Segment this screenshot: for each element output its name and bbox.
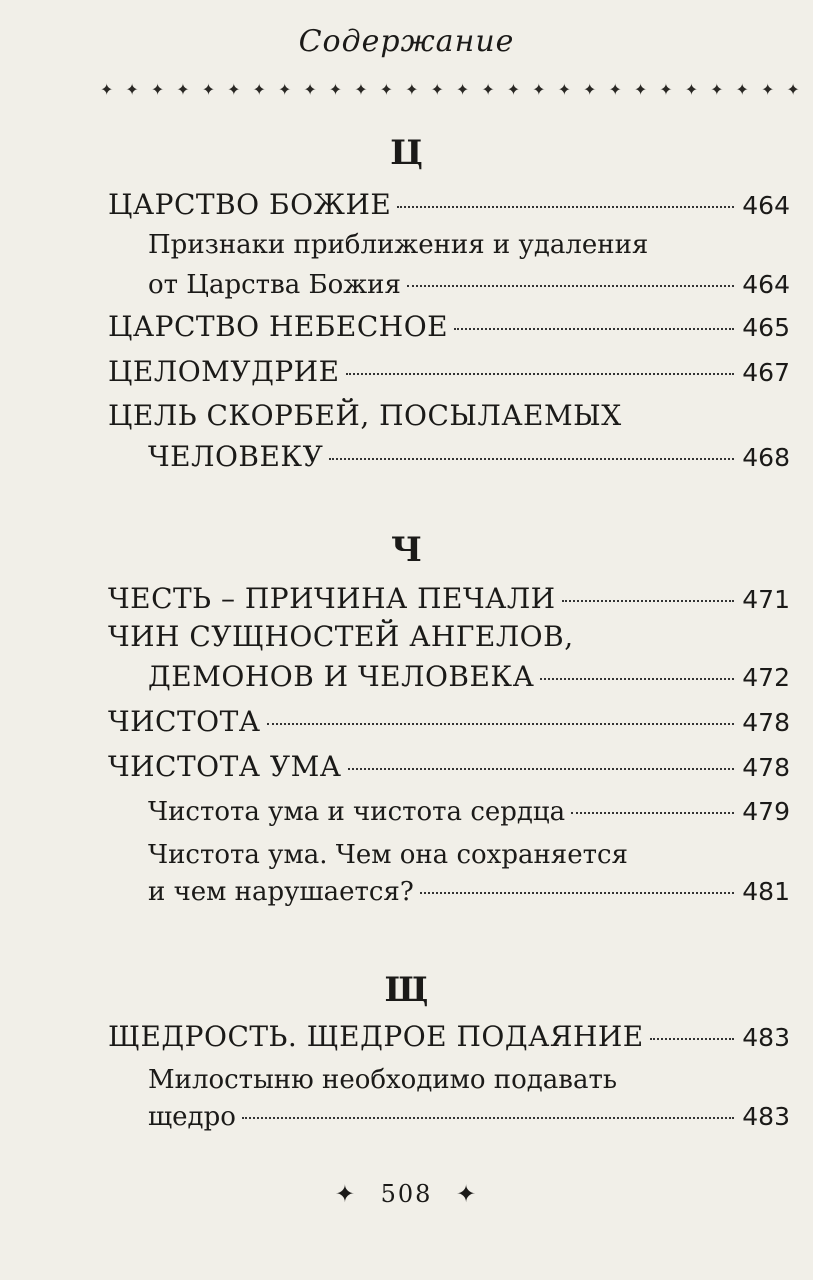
ornament-divider xyxy=(100,80,800,99)
toc-subentry[interactable] xyxy=(148,875,790,909)
section-letter-ts: Ц xyxy=(390,133,423,173)
leader-dots xyxy=(562,600,735,602)
leader-dots xyxy=(650,1038,735,1040)
leader-dots xyxy=(348,768,735,770)
leader-dots xyxy=(571,812,734,814)
toc-subentry-title-line1[interactable]: Чистота ума. Чем она сохраняется xyxy=(148,840,628,870)
toc-entry-page: 481 xyxy=(742,877,790,906)
ornament-icon: ✦ xyxy=(277,80,292,99)
toc-entry-page: 471 xyxy=(742,585,790,614)
toc-entry-title-line2: ДЕМОНОВ И ЧЕЛОВЕКА xyxy=(148,660,535,693)
toc-entry-page: 472 xyxy=(742,663,790,692)
ornament-icon: ✦ xyxy=(100,80,114,99)
toc-subentry-title-line1[interactable]: Милостыню необходимо подавать xyxy=(148,1065,617,1095)
toc-subentry-title-line2: щедро xyxy=(148,1102,236,1132)
toc-entry[interactable] xyxy=(108,705,790,740)
ornament-icon: ✦ xyxy=(710,80,724,99)
leader-dots xyxy=(540,678,734,680)
toc-entry-title: ЦАРСТВО НЕБЕСНОЕ xyxy=(108,310,449,343)
ornament-icon: ✦ xyxy=(328,80,343,99)
leader-dots xyxy=(267,723,735,725)
toc-entry-page: 468 xyxy=(742,443,790,472)
ornament-icon: ✦ xyxy=(506,80,521,99)
toc-entry-page: 483 xyxy=(742,1023,790,1052)
ornament-icon: ✦ xyxy=(303,80,317,99)
ornament-icon: ✦ xyxy=(456,1180,479,1208)
toc-subentry[interactable] xyxy=(148,795,790,829)
toc-entry-page: 478 xyxy=(742,753,790,782)
ornament-icon: ✦ xyxy=(405,80,419,99)
toc-entry-page: 479 xyxy=(742,797,790,826)
toc-entry-title-line1[interactable]: ЦЕЛЬ СКОРБЕЙ, ПОСЫЛАЕМЫХ xyxy=(108,399,622,432)
ornament-icon: ✦ xyxy=(125,80,139,99)
section-letter-shch: Щ xyxy=(384,970,429,1010)
ornament-icon: ✦ xyxy=(379,80,394,99)
leader-dots xyxy=(242,1117,734,1119)
leader-dots xyxy=(397,206,734,208)
ornament-icon: ✦ xyxy=(557,80,571,99)
ornament-icon: ✦ xyxy=(760,80,775,99)
ornament-icon: ✦ xyxy=(201,80,216,99)
toc-entry-title-line1[interactable]: ЧИН СУЩНОСТЕЙ АНГЕЛОВ, xyxy=(108,620,574,653)
toc-entry[interactable] xyxy=(108,750,790,785)
leader-dots xyxy=(454,328,734,330)
ornament-icon: ✦ xyxy=(786,80,800,99)
toc-subentry-title-line2: и чем нарушается? xyxy=(148,877,414,907)
toc-entry-page: 465 xyxy=(742,313,790,342)
toc-entry[interactable] xyxy=(108,582,790,617)
ornament-icon: ✦ xyxy=(608,80,622,99)
toc-entry-title-line2: ЧЕЛОВЕКУ xyxy=(148,440,324,473)
ornament-icon: ✦ xyxy=(684,80,699,99)
ornament-icon: ✦ xyxy=(481,80,495,99)
leader-dots xyxy=(420,892,735,894)
ornament-icon: ✦ xyxy=(252,80,266,99)
ornament-icon: ✦ xyxy=(354,80,368,99)
toc-entry[interactable] xyxy=(108,355,790,390)
running-header: Содержание xyxy=(298,24,515,59)
ornament-icon: ✦ xyxy=(430,80,444,99)
toc-entry-title: ЧИСТОТА xyxy=(108,705,261,738)
toc-entry-title: ЦАРСТВО БОЖИЕ xyxy=(108,188,392,221)
toc-entry-page: 464 xyxy=(742,191,790,220)
toc-entry-page: 478 xyxy=(742,708,790,737)
toc-entry-page: 483 xyxy=(742,1102,790,1131)
toc-entry[interactable] xyxy=(108,188,790,223)
toc-entry[interactable] xyxy=(108,1020,790,1055)
section-letter-ch: Ч xyxy=(390,530,423,570)
leader-dots xyxy=(329,458,734,460)
ornament-icon: ✦ xyxy=(735,80,749,99)
ornament-icon: ✦ xyxy=(150,80,165,99)
ornament-icon: ✦ xyxy=(334,1180,357,1208)
toc-subentry-title: Чистота ума и чистота сердца xyxy=(148,797,566,827)
toc-subentry[interactable] xyxy=(148,268,790,302)
toc-subentry[interactable] xyxy=(148,1100,790,1134)
ornament-icon: ✦ xyxy=(633,80,648,99)
ornament-icon: ✦ xyxy=(532,80,546,99)
toc-entry-title: ЧИСТОТА УМА xyxy=(108,750,342,783)
toc-subentry-title-line1[interactable]: Признаки приближения и удаления xyxy=(148,230,649,260)
ornament-icon: ✦ xyxy=(176,80,190,99)
leader-dots xyxy=(346,373,735,375)
toc-entry-title: ЩЕДРОСТЬ. ЩЕДРОЕ ПОДАЯНИЕ xyxy=(108,1020,644,1053)
ornament-icon: ✦ xyxy=(227,80,241,99)
toc-entry-title: ЦЕЛОМУДРИЕ xyxy=(108,355,340,388)
toc-entry[interactable] xyxy=(148,440,790,475)
leader-dots xyxy=(407,285,734,287)
page-footer xyxy=(0,1180,813,1208)
toc-subentry-title-line2: от Царства Божия xyxy=(148,270,401,300)
page-number: 508 xyxy=(380,1180,433,1208)
ornament-icon: ✦ xyxy=(455,80,470,99)
toc-entry-page: 464 xyxy=(742,270,790,299)
toc-entry[interactable] xyxy=(148,660,790,695)
toc-entry-title: ЧЕСТЬ – ПРИЧИНА ПЕЧАЛИ xyxy=(108,582,556,615)
ornament-icon: ✦ xyxy=(659,80,673,99)
toc-entry[interactable] xyxy=(108,310,790,345)
ornament-icon: ✦ xyxy=(583,80,597,99)
toc-entry-page: 467 xyxy=(742,358,790,387)
